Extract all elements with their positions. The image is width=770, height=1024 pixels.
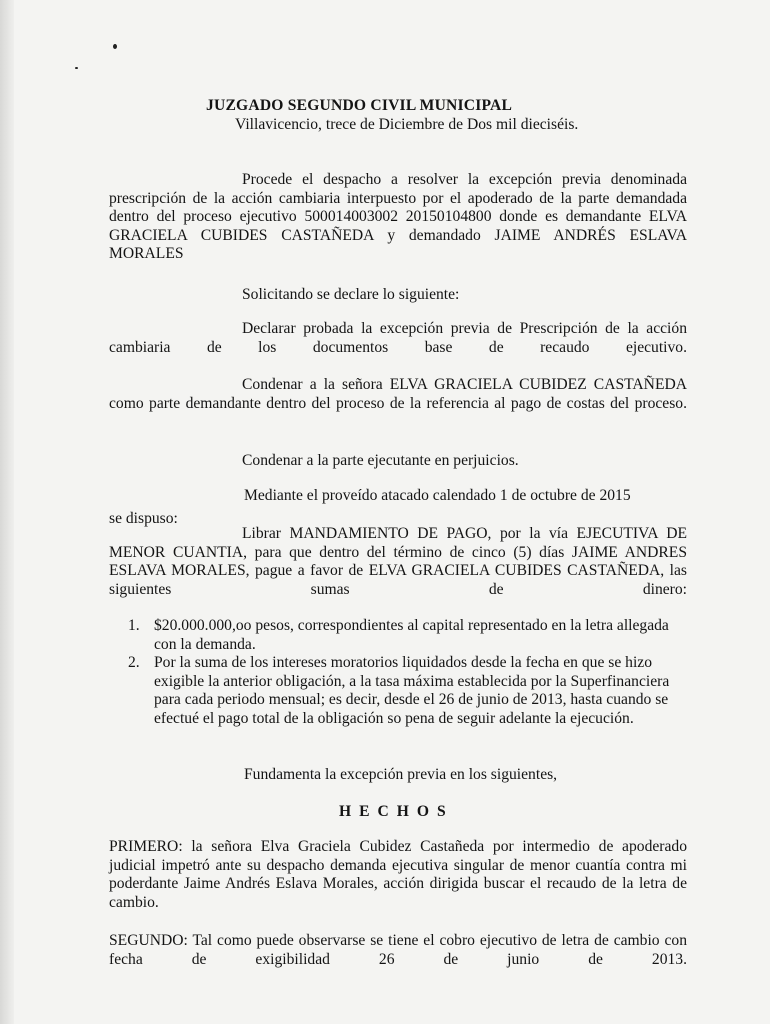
- court-heading: JUZGADO SEGUNDO CIVIL MUNICIPAL: [206, 97, 513, 114]
- paragraph-request: Solicitando se declare lo siguiente:: [242, 286, 460, 303]
- section-title: HECHOS: [339, 803, 454, 820]
- paragraph-order-dispuso: se dispuso:: [109, 510, 178, 527]
- scan-speck: [75, 67, 78, 69]
- paragraph-intro: Procede el despacho a resolver la excepción previa denominada prescripción de la acción cambiaria interpuesto por el apoderado de la parte demandada dentro del proceso ejecutivo 500014003002 20150104800 donde es demandante ELVA GRACIELA CUBIDES CASTAÑEDA y demandado JAIME ANDRÉS ESLAVA MORALES: [109, 171, 687, 262]
- scan-margin: [0, 0, 14, 1024]
- paragraph-petition-1: Declarar probada la excepción previa de Prescripción de la acción cambiaria de los documentos base de recaudo ejecutivo.: [109, 320, 687, 356]
- paragraph-grounds: Fundamenta la excepción previa en los siguientes,: [244, 766, 558, 783]
- document-dateline: Villavicencio, trece de Diciembre de Dos mil dieciséis.: [235, 116, 579, 133]
- list-item-number: 2.: [128, 654, 140, 671]
- paragraph-order-text: Librar MANDAMIENTO DE PAGO, por la vía EJECUTIVA DE MENOR CUANTIA, para que dentro del término de cinco (5) días JAIME ANDRES ESLAVA MORALES, pague a favor de ELVA GRACIELA CUBIDES CASTAÑEDA, las siguientes sumas de dinero:: [109, 525, 687, 598]
- paragraph-primero: PRIMERO: la señora Elva Graciela Cubidez Castañeda por intermedio de apoderado judicial impetró ante su despacho demanda ejecutiva singular de menor cuantía contra mi poderdante Jaime Andrés Eslava Morales, acción dirigida buscar el recaudo de la letra de cambio.: [109, 838, 687, 911]
- list-item: [128, 617, 688, 654]
- paragraph-order-intro: Mediante el proveído atacado calendado 1 de octubre de 2015: [244, 487, 631, 504]
- list-item-number: 1.: [128, 617, 140, 634]
- sums-list: [128, 617, 688, 728]
- paragraph-petition-3: Condenar a la parte ejecutante en perjuicios.: [242, 452, 519, 469]
- list-item: [128, 654, 688, 728]
- list-item-text: Por la suma de los intereses moratorios liquidados desde la fecha en que se hizo exigible la anterior obligación, a la tasa máxima establecida por la Superfinanciera para cada periodo mensual; es decir, desde el 26 de junio de 2013, hasta cuando se efectué el pago total de la obligación so pena de seguir adelante la ejecución.: [154, 654, 670, 727]
- list-item-text: $20.000.000,oo pesos, correspondientes al capital representado en la letra allegada con la demanda.: [154, 617, 669, 653]
- paragraph-segundo: SEGUNDO: Tal como puede observarse se tiene el cobro ejecutivo de letra de cambio con fecha de exigibilidad 26 de junio de 2013.: [109, 932, 687, 968]
- paragraph-petition-2: Condenar a la señora ELVA GRACIELA CUBIDEZ CASTAÑEDA como parte demandante dentro del proceso de la referencia al pago de costas del proceso.: [109, 376, 687, 412]
- scan-speck: [113, 44, 117, 49]
